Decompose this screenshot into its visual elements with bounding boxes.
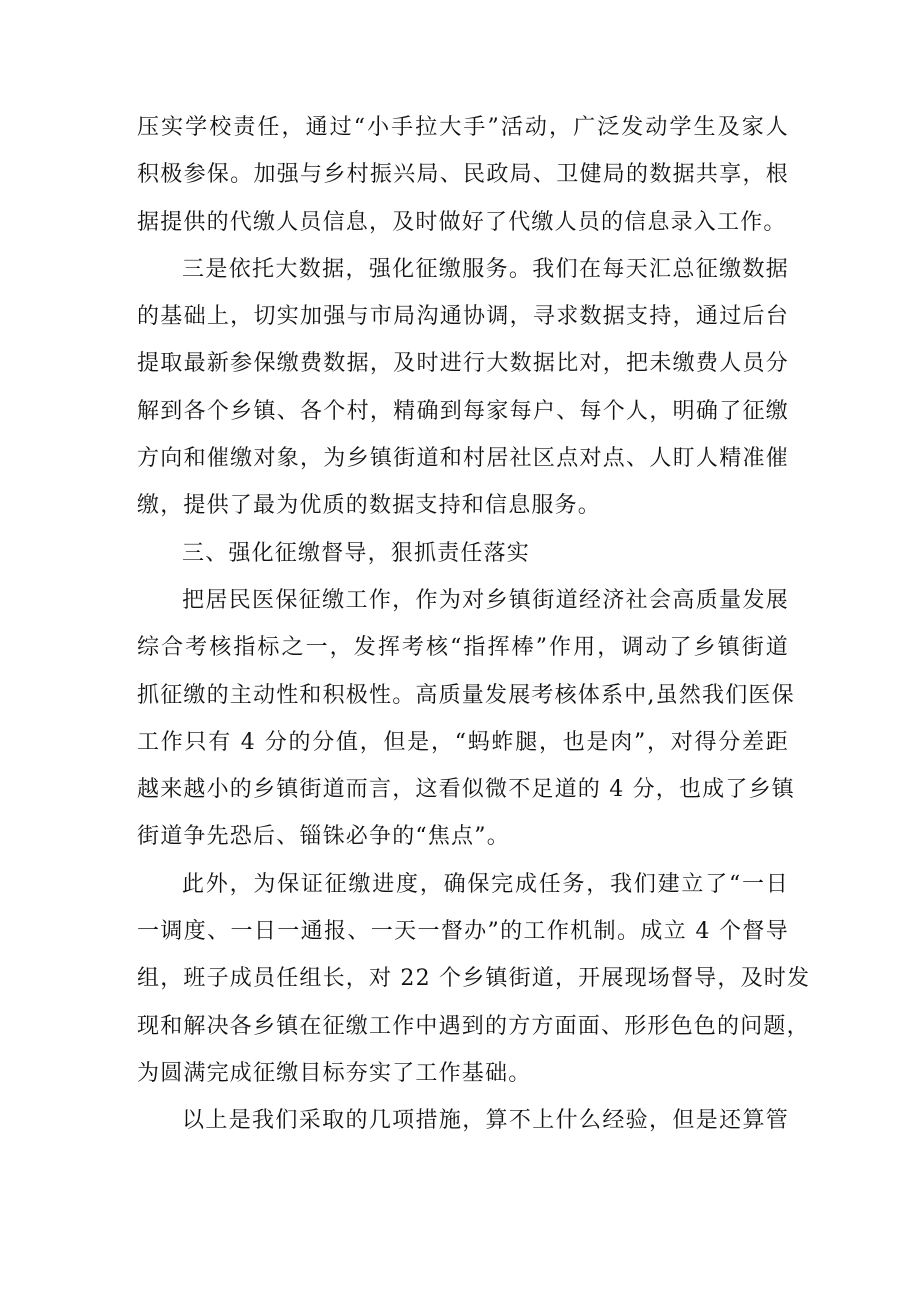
paragraph-line: 综合考核指标之一，发挥考核“指挥棒”作用，调动了乡镇街道 — [137, 635, 789, 661]
paragraph-line: 据提供的代缴人员信息，及时做好了代缴人员的信息录入工作。 — [137, 209, 787, 235]
paragraph-line: 解到各个乡镇、各个村，精确到每家每户、每个人，明确了征缴 — [137, 398, 789, 424]
paragraph-line: 三、强化征缴督导，狠抓责任落实 — [182, 540, 531, 566]
document-body — [137, 104, 811, 1145]
paragraph-line: 越来越小的乡镇街道而言，这看似微不足道的 4 分，也成了乡镇 — [137, 777, 795, 803]
paragraph-line: 积极参保。加强与乡村振兴局、民政局、卫健局的数据共享，根 — [137, 162, 789, 188]
paragraph-line: 提取最新参保缴费数据，及时进行大数据比对，把未缴费人员分 — [137, 351, 789, 377]
paragraph-line: 缴，提供了最为优质的数据支持和信息服务。 — [137, 493, 602, 519]
paragraph-line: 压实学校责任，通过“小手拉大手”活动，广泛发动学生及家人 — [137, 115, 789, 140]
paragraph-line: 三是依托大数据，强化征缴服务。我们在每天汇总征缴数据 — [182, 256, 789, 282]
paragraph-line: 现和解决各乡镇在征缴工作中遇到的方方面面、形形色色的问题， — [137, 1013, 810, 1039]
paragraph-line: 组，班子成员任组长，对 22 个乡镇街道，开展现场督导，及时发 — [137, 966, 811, 992]
paragraph-line: 方向和催缴对象，为乡镇街道和村居社区点对点、人盯人精准催 — [137, 446, 789, 472]
paragraph-line: 为圆满完成征缴目标夯实了工作基础。 — [137, 1060, 532, 1086]
paragraph-line: 一调度、一日一通报、一天一督办”的工作机制。成立 4 个督导 — [137, 919, 789, 945]
paragraph-line: 的基础上，切实加强与市局沟通协调，寻求数据支持，通过后台 — [137, 304, 789, 330]
paragraph-line: 把居民医保征缴工作，作为对乡镇街道经济社会高质量发展 — [182, 587, 789, 613]
paragraph-line: 工作只有 4 分的分值，但是，“蚂蚱腿，也是肉”，对得分差距 — [137, 729, 789, 755]
paragraph-line: 街道争先恐后、锱铢必争的“焦点”。 — [137, 824, 510, 850]
paragraph-line: 抓征缴的主动性和积极性。高质量发展考核体系中,虽然我们医保 — [137, 682, 795, 708]
paragraph-line: 此外，为保证征缴进度，确保完成任务，我们建立了“一日 — [182, 871, 789, 897]
paragraph-line: 以上是我们采取的几项措施，算不上什么经验，但是还算管 — [182, 1108, 789, 1134]
